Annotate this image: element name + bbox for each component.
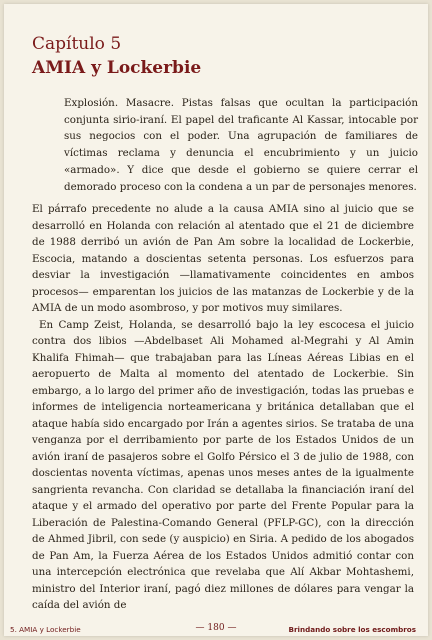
book-page: [4, 4, 428, 636]
paragraph-2: En Camp Zeist, Holanda, se desarrolló bajo la ley escocesa el juicio contra dos libios —Abdelbaset Ali Mohamed al-Megrahi y Al Amin Khalifa Fhimah— que trabajaban para las Líneas Aéreas Libias en el aeropuerto de Malta al momento del atentado de Lockerbie. Sin embargo, a lo largo del primer año de investigación, todas las pruebas e informes de inteligencia norteamericana y británica detallaban que el ataque había sido encargado por Irán a agentes sirios. Se trataba de una venganza por el derribamiento por parte de los Estados Unidos de un avión iraní de pasajeros sobre el Golfo Pérsico el 3 de julio de 1988, con doscientas noventa víctimas, apenas unos meses antes de la igualmente sangrienta revancha. Con claridad se detallaba la financiación iraní del ataque y el armado del operativo por parte del Frente Popular para la Liberación de Palestina-Comando General (PFLP-GC), con la dirección de Ahmed Jibril, con sede (y auspicio) en Siria. A pedido de los abogados de Pan Am, la Fuerza Aérea de los Estados Unidos admitió contar con una intercepción electrónica que revelaba que Alí Akbar Mohtashemi, ministro del Interior iraní, pagó diez millones de dólares para vengar la caída del avión de: [32, 318, 414, 611]
chapter-title: AMIA y Lockerbie: [32, 58, 202, 78]
chapter-label: Capítulo 5: [32, 34, 122, 54]
footer-book-title: Brindando sobre los escombros: [288, 625, 416, 634]
page-footer: [0, 623, 432, 637]
page-number: — 180 —: [195, 623, 237, 633]
paragraph-1: El párrafo precedente no alude a la causa AMIA sino al juicio que se desarrolló en Holanda con relación al atentado que el 21 de diciembre de 1988 derribó un avión de Pan Am sobre la localidad de Lockerbie, Escocia, matando a doscientas setenta personas. Los esfuerzos para desviar la investigación —llamativamente coincidentes en ambos procesos— emparentan los juicios de las matanzas de Lockerbie y de la AMIA de un modo asombroso, y por motivos muy similares.: [32, 203, 414, 314]
body-text: [32, 201, 414, 614]
footer-chapter: 5. AMIA y Lockerbie: [10, 625, 81, 634]
chapter-abstract: Explosión. Masacre. Pistas falsas que ocultan la participación conjunta sirio-iraní. El papel del traficante Al Kassar, intocable por sus negocios con el poder. Una agrupación de familiares de víctimas reclama y denuncia el encubrimiento y un juicio «armado». Y dice que desde el gobierno se quiere cerrar el demorado proceso con la condena a un par de personajes menores.: [64, 97, 418, 193]
